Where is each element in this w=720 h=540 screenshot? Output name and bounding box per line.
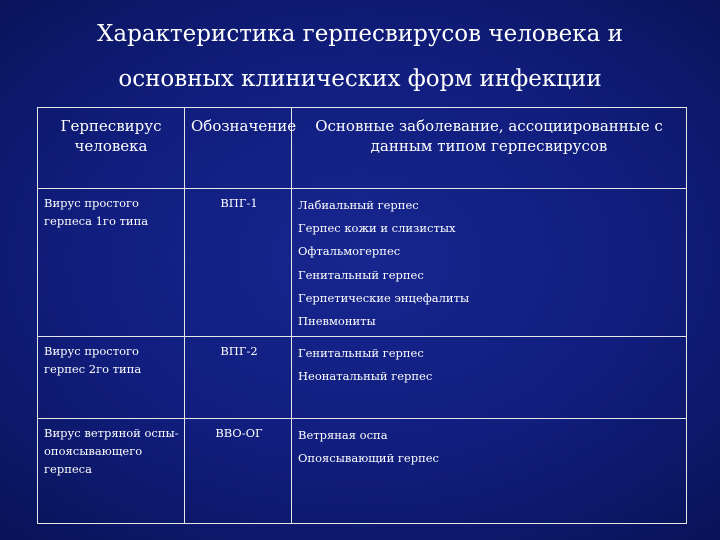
slide-title-line-2: основных клинических форм инфекции xyxy=(118,66,602,92)
slide-title-line-1: Характеристика герпесвирусов человека и xyxy=(97,21,623,47)
disease-item: Лабиальный герпес xyxy=(298,198,419,212)
disease-item: Генитальный герпес xyxy=(298,346,424,361)
disease-item: Герпетические энцефалиты xyxy=(298,290,470,305)
virus-abbreviation: ВПГ-1 xyxy=(185,189,292,337)
virus-abbreviation: ВВО-ОГ xyxy=(185,419,292,524)
herpesvirus-table xyxy=(37,107,687,524)
disease-item: Неонатальный герпес xyxy=(298,369,433,384)
disease-list xyxy=(292,337,687,419)
table-row xyxy=(38,189,687,337)
table-row xyxy=(38,337,687,419)
disease-item: Генитальный герпес xyxy=(298,267,424,282)
header-virus: Герпесвирус человека xyxy=(38,108,185,189)
disease-item: Офтальмогерпес xyxy=(298,244,401,259)
disease-list xyxy=(292,419,687,524)
virus-name: Вирус ветряной оспы-опоясывающего герпеса xyxy=(38,419,185,524)
disease-item: Пневмониты xyxy=(298,314,376,329)
table-header-row xyxy=(38,108,687,189)
table-row xyxy=(38,419,687,524)
disease-item: Опоясывающий герпес xyxy=(298,451,439,466)
virus-name: Вирус простого герпеса 1го типа xyxy=(38,189,185,337)
disease-item: Герпес кожи и слизистых xyxy=(298,221,456,236)
disease-list xyxy=(292,189,687,337)
header-designation: Обозначение xyxy=(185,108,292,189)
virus-abbreviation: ВПГ-2 xyxy=(185,337,292,419)
header-diseases: Основные заболевание, ассоциированные с данным типом герпесвирусов xyxy=(292,108,687,189)
slide-title xyxy=(20,12,700,102)
disease-item: Ветряная оспа xyxy=(298,428,388,443)
virus-name: Вирус простого герпес 2го типа xyxy=(38,337,185,419)
